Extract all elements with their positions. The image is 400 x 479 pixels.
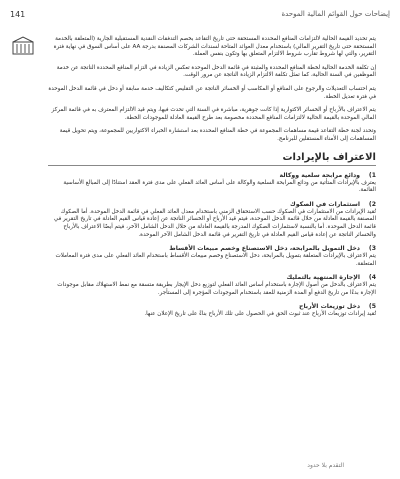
page-content	[48, 36, 376, 325]
revenue-item	[48, 274, 376, 297]
revenue-item	[48, 172, 376, 195]
header-title: إيضاحات حول القوائم المالية الموحدة	[281, 10, 390, 18]
item-heading: دخل توزيعات الأرباح	[299, 303, 360, 311]
item-heading-row	[48, 201, 376, 208]
intro-paragraph: يتم الاعتراف بالأرباح أو الخسائر الاكتوارية إذا كانت جوهرية، مباشرة في السنة التي تحدث فيها، ويتم قيد الالتزام المعترف به في قائمة المركز المالي الموحدة بالقيمة الحالية لالتزامات المنافع المحددة مخصومة بعد طرح القيمة العادلة للموجودات الخطة.	[51, 107, 376, 121]
building-icon	[12, 36, 34, 56]
item-number: 1)	[368, 171, 376, 179]
revenue-item	[48, 245, 376, 268]
item-heading-row	[48, 274, 376, 281]
intro-paragraph: يتم تحديد القيمة الحالية لالتزامات المنافع المحددة المستحقة حتى تاريخ التقاعد بخصم التدفقات النقدية المستقبلية الجارية (المتعلقة بالخدمة المستحقة حتى تاريخ التقرير المالي) باستخدام معدل العوائد المتاحة لسندات الشركات المصنفة بدرجة AA على أساس السوق في نهاية فترة التقرير، والتي لها شروط تقارب شروط الالتزام المتعلق بها وتكون بنفس العملة.	[53, 36, 376, 58]
revenue-item	[48, 201, 376, 239]
item-body: تُقيد الإيرادات من الاستثمارات في الصكوك حسب الاستحقاق الزمني باستخدام معدل العائد الفعلي في قائمة الدخل الموحدة. أما الصكوك المصنفة بالقيمة العادلة من خلال قائمة الدخل الموحدة، فيتم قيد الأرباح أو الخسائر الناتجة عن إعادة قياس القيم العادلة في تاريخ التقرير في قائمة الدخل الموحدة. أما بالنسبة لاستثمارات الصكوك المدرجة بالقيمة العادلة من خلال الدخل الشامل الآخر، فيتم أيضًا الاعتراف بالأرباح والخسائر الناتجة عن إعادة قياس القيم العادلة في تاريخ التقرير في قائمة الدخل الشامل الآخر الموحدة.	[53, 208, 376, 238]
item-body: يعترف بالإيرادات المتأتية من ودائع المرابحة السلعية والوكالة على أساس العائد الفعلي على مدى فترة العقد استنادًا إلى المبالغ الأساسية القائمة.	[63, 179, 376, 194]
item-heading: دخل التمويل بالمرابحة، دخل الاستصناع وخصم مبيعات الأقساط	[169, 245, 360, 253]
intro-paragraph: إن تكلفة الخدمة الحالية لخطة المنافع المحددة والمثبتة في قائمة الدخل الموحدة تعكس الزيادة في التزام المنافع المحددة الناتجة عن خدمة الموظفين في السنة الحالية، كما تمثل تكلفة الالتزام الزيادة الناتجة عن مرور الوقت.	[56, 64, 376, 79]
item-number: 5)	[368, 303, 376, 311]
item-body: تُقيد إيرادات توزيعات الأرباح عند ثبوت الحق في الحصول على تلك الأرباح بناءً على تاريخ الإعلان عنها.	[144, 311, 376, 318]
page-header	[10, 10, 390, 26]
item-number: 2)	[368, 200, 376, 208]
intro-paragraph: وتحدد لجنة خطة التقاعد قيمة مساهمات المجموعة في خطة المنافع المحددة بعد استشارة الخبراء الاكتواريين للمجموعة، ويتم تحويل قيمة المساهمات إلى الأمناء المستقلين للبرنامج.	[59, 128, 376, 142]
section-title: الاعتراف بالإيرادات	[48, 152, 376, 166]
item-heading: ودائع مرابحة سلعية ووكالة	[279, 171, 360, 179]
footer-text: التقدم بلا حدود	[307, 462, 344, 469]
revenue-item	[48, 303, 376, 319]
item-number: 4)	[368, 274, 376, 282]
item-heading: استثمارات في الصكوك	[290, 200, 360, 208]
intro-paragraph: يتم احتساب التعديلات والرجوع على المنافع أو المكاسب أو الخسائر الناتجة عن التقليص كتكاليف خدمة سابقة أو دخل في قائمة الدخل الموحدة في فترة تعديل الخطة.	[48, 85, 376, 100]
item-number: 3)	[368, 245, 376, 253]
item-heading-row	[48, 172, 376, 179]
item-body: يتم الاعتراف بالدخل من أصول الإجارة باستخدام أساس العائد الفعلي لتوزيع دخل الإيجار بطريقة متسقة مع نمط الاستهلاك مقابل موجودات الإجارة بدءًا من تاريخ الدفع أو المدة الزمنية للعقد باستخدام الموجودات المؤجرة إلى المستأجر.	[57, 282, 376, 296]
item-heading-row	[48, 245, 376, 252]
item-heading-row	[48, 303, 376, 310]
page-number: 141	[10, 10, 26, 19]
item-body: يتم الاعتراف بالإيرادات المتعلقة بتمويل بالمرابحة، دخل الاستصناع وخصم مبيعات الأقساط باستخدام العائد الفعلي على مدى فترة المعاملات المتعلقة.	[55, 253, 376, 267]
item-heading: الإجارة المنتهية بالتمليك	[286, 274, 360, 282]
